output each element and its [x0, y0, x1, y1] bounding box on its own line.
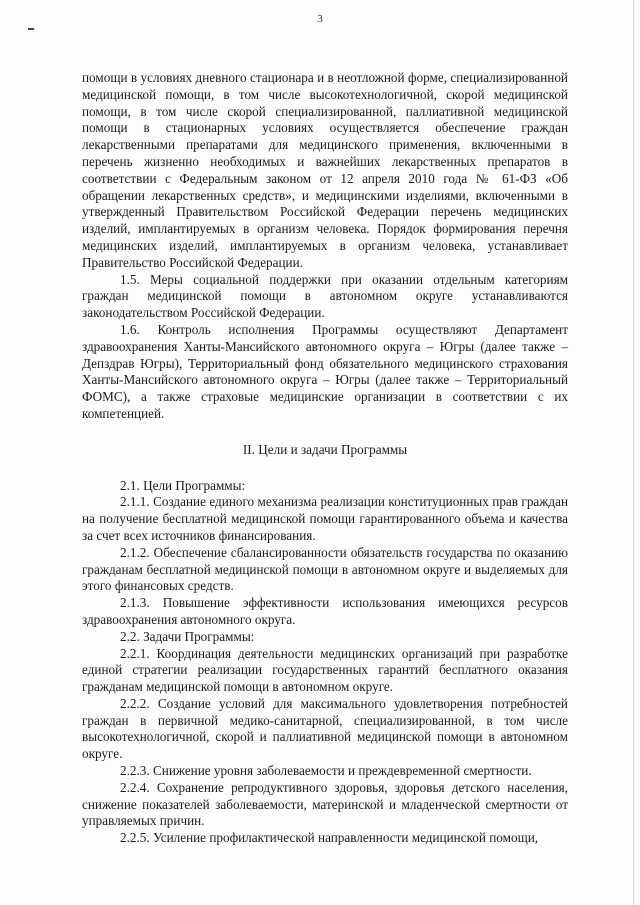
paragraph-2-2-2: 2.2.2. Создание условий для максимального удовлетворения потребностей граждан в первичной медико-санитарной, специализированной, в том числе высокотехнологичной, скорой и паллиативной медицинской помощи в автономном округе.	[82, 695, 568, 762]
paragraph-2-1-3: 2.1.3. Повышение эффективности использования имеющихся ресурсов здравоохранения автономного округа.	[82, 595, 568, 627]
paragraph-2-1-1: 2.1.1. Создание единого механизма реализации конституционных прав граждан на получение бесплатной медицинской помощи гарантированного объема и качества за счет всех источников финансирования.	[82, 494, 568, 543]
paragraph-1-6: 1.6. Контроль исполнения Программы осуществляют Департамент здравоохранения Ханты-Мансийского автономного округа – Югры (далее также – Депздрав Югры), Территориальный фонд обязательного медицинского страхования Ханты-Мансийского автономного округа – Югры (далее также – Территориальный ФОМС), а также страховые медицинские организации в соответствии с их компетенцией.	[82, 321, 568, 421]
paragraph-2-2: 2.2. Задачи Программы:	[120, 628, 255, 644]
page-number: 3	[317, 13, 323, 25]
section-heading: II. Цели и задачи Программы	[242, 441, 408, 457]
paragraph-2-2-4: 2.2.4. Сохранение репродуктивного здоровья, здоровья детского населения, снижение показателей заболеваемости, материнской и младенческой смертности от управляемых причин.	[82, 779, 568, 829]
paragraph-2-2-5: 2.2.5. Усиление профилактической направленности медицинской помощи,	[120, 830, 539, 846]
paragraph-2-1-2: 2.1.2. Обеспечение сбалансированности обязательств государства по оказанию гражданам бесплатной медицинской помощи в автономном округе и выделяемых для этого финансовых средств.	[82, 544, 568, 594]
page-edge	[633, 0, 634, 905]
paragraph-2-1: 2.1. Цели Программы:	[120, 477, 246, 493]
paragraph-2-2-1: 2.2.1. Координация деятельности медицинских организаций при разработке единой стратегии реализации государственных гарантий бесплатного оказания гражданам медицинской помощи в автономном округе.	[82, 645, 568, 695]
paragraph-continuation: помощи в условиях дневного стационара и в неотложной форме, специализированной медицинской помощи, в том числе высокотехнологичной, скорой медицинской помощи, в том числе скорой специализированной, паллиативной медицинской помощи в стационарных условиях осуществляется обеспечение граждан лекарственными препаратами для медицинского применения, включенными в перечень жизненно необходимых и важнейших лекарственных препаратов в соответствии с Федеральным законом от 12 апреля 2010 года № 61-ФЗ «Об обращении лекарственных средств», и медицинскими изделиями, включенными в утвержденный Правительством Российской Федерации перечень медицинских изделий, имплантируемых в организм человека. Порядок формирования перечня медицинских изделий, имплантируемых в организм человека, устанавливает Правительство Российской Федерации.	[82, 70, 568, 270]
paragraph-1-5: 1.5. Меры социальной поддержки при оказании отдельным категориям граждан медицинской помощи в автономном округе устанавливаются законодательством Российской Федерации.	[82, 271, 568, 321]
paragraph-2-2-3: 2.2.3. Снижение уровня заболеваемости и преждевременной смертности.	[120, 763, 532, 779]
document-body	[82, 70, 568, 847]
scan-mark	[28, 28, 34, 30]
